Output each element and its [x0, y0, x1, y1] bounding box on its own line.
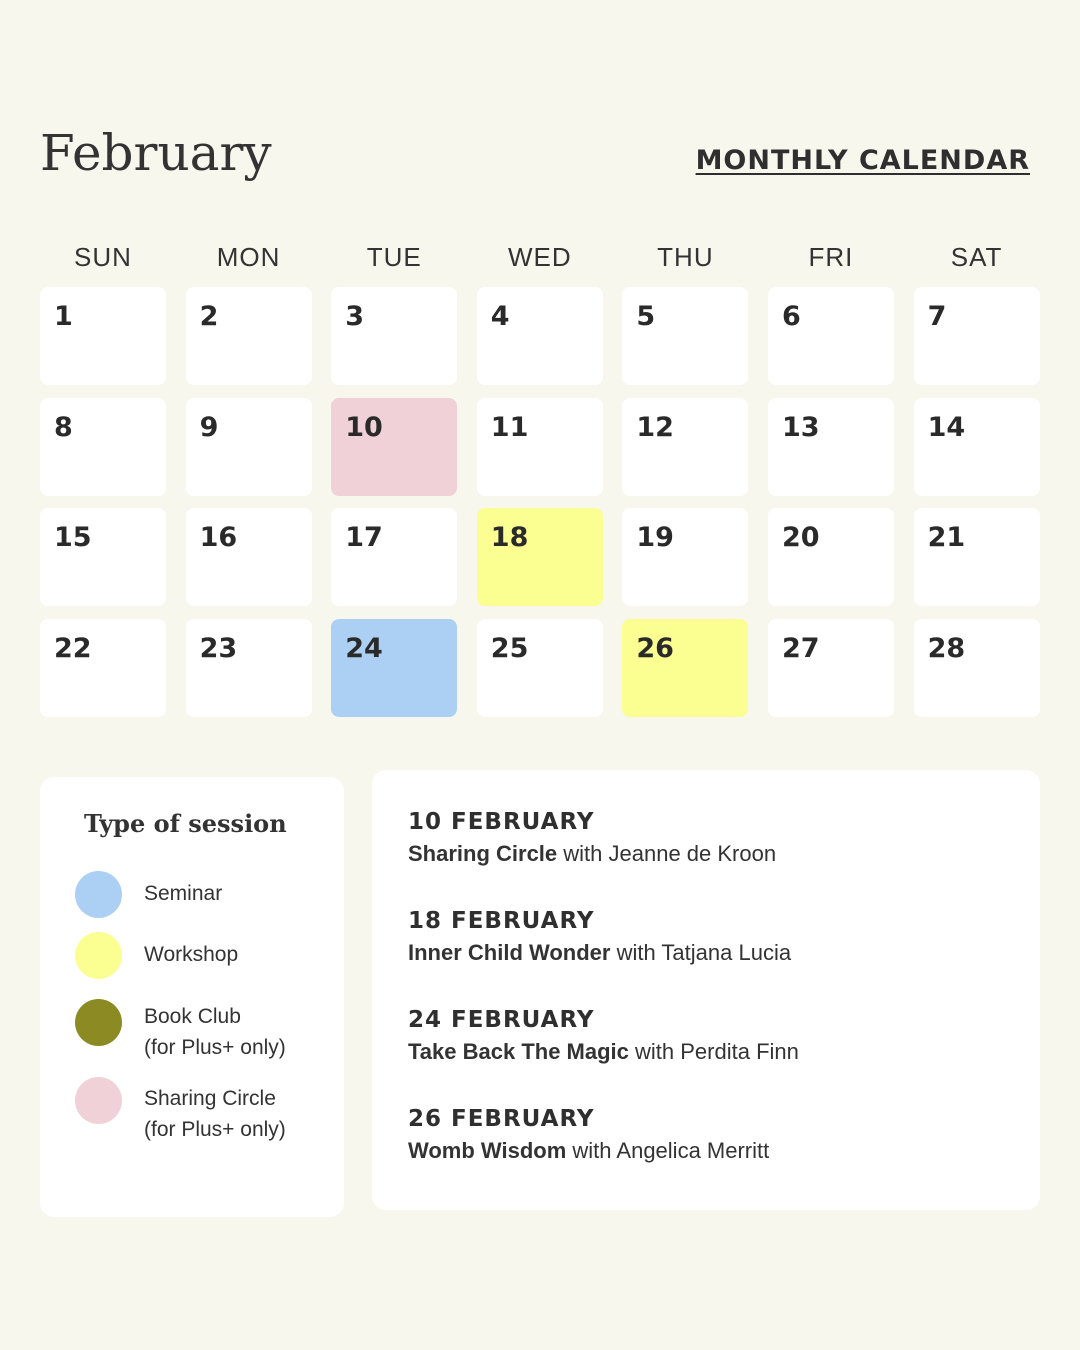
day-cell[interactable]	[622, 508, 748, 606]
day-cell[interactable]	[914, 508, 1040, 606]
day-number: 21	[927, 522, 966, 554]
day-cell[interactable]	[186, 508, 312, 606]
session-date: 18 FEBRUARY	[408, 908, 595, 934]
weekday-label: FRI	[808, 242, 854, 272]
legend-dot-workshop	[75, 932, 122, 979]
day-number: 13	[781, 411, 820, 443]
day-number: 11	[490, 411, 529, 443]
weekday-label: SUN	[74, 242, 132, 272]
day-cell[interactable]	[186, 398, 312, 496]
session-date: 26 FEBRUARY	[408, 1106, 595, 1132]
day-number: 18	[490, 522, 529, 554]
day-number: 9	[199, 411, 219, 443]
day-cell[interactable]	[622, 287, 748, 385]
legend-dot-sharing-circle	[75, 1077, 122, 1124]
session-name: Take Back The Magic	[408, 1039, 629, 1064]
day-number: 7	[927, 301, 947, 332]
weekday-label: WED	[507, 242, 572, 272]
legend-title: Type of session	[84, 809, 287, 838]
weekday-label: TUE	[366, 242, 422, 272]
day-cell[interactable]	[331, 398, 457, 496]
day-cell[interactable]	[768, 508, 894, 606]
day-cell[interactable]	[477, 287, 603, 385]
legend-label-workshop	[144, 939, 238, 970]
day-cell[interactable]	[40, 398, 166, 496]
day-cell[interactable]	[186, 619, 312, 717]
sessions-list	[372, 770, 1040, 1210]
day-cell[interactable]	[914, 619, 1040, 717]
day-cell[interactable]	[914, 287, 1040, 385]
day-number: 20	[781, 522, 820, 554]
session-description	[408, 837, 776, 871]
session-name: Inner Child Wonder	[408, 940, 611, 965]
weekday-header-row	[40, 242, 1040, 273]
month-title: February	[40, 124, 272, 182]
day-cell[interactable]	[186, 287, 312, 385]
day-number: 5	[636, 301, 656, 332]
day-cell[interactable]	[331, 508, 457, 606]
session-date: 10 FEBRUARY	[408, 809, 595, 835]
day-number: 16	[199, 522, 238, 554]
day-cell[interactable]	[40, 619, 166, 717]
day-cell[interactable]	[768, 398, 894, 496]
day-number: 24	[345, 632, 383, 664]
weekday-label: MON	[216, 242, 281, 272]
day-number: 15	[54, 522, 92, 554]
day-cell[interactable]	[477, 619, 603, 717]
day-number: 2	[199, 301, 219, 332]
day-number: 3	[345, 301, 364, 332]
day-number: 25	[490, 632, 529, 664]
day-number: 8	[54, 411, 73, 443]
day-number: 1	[54, 301, 73, 332]
day-number: 6	[781, 301, 801, 332]
legend-dot-seminar	[75, 871, 122, 918]
session-host: with Jeanne de Kroon	[557, 841, 777, 866]
legend-label-line: Book Club	[144, 1005, 241, 1028]
weekday-label: SAT	[950, 242, 1003, 272]
session-item	[408, 1104, 769, 1168]
legend-label-seminar	[144, 878, 222, 909]
session-description	[408, 1134, 769, 1168]
session-description	[408, 936, 791, 970]
legend-label-line: Workshop	[144, 943, 239, 966]
legend-label-sharing-circle	[144, 1083, 286, 1145]
day-number: 10	[345, 411, 383, 443]
day-cell[interactable]	[40, 508, 166, 606]
day-cell[interactable]	[622, 398, 748, 496]
day-number: 14	[927, 411, 966, 443]
day-cell[interactable]	[768, 287, 894, 385]
legend-dot-book-club	[75, 999, 122, 1046]
legend-label-line: Sharing Circle	[144, 1087, 276, 1110]
session-item	[408, 906, 791, 970]
day-number: 22	[54, 632, 92, 664]
day-cell[interactable]	[331, 619, 457, 717]
session-name: Womb Wisdom	[408, 1138, 567, 1163]
day-number: 17	[345, 522, 383, 554]
day-cell[interactable]	[622, 619, 748, 717]
calendar-grid	[40, 287, 1040, 717]
session-item	[408, 807, 776, 871]
session-name: Sharing Circle	[408, 841, 558, 866]
legend-label-subline: (for Plus+ only)	[144, 1118, 286, 1141]
session-host: with Angelica Merritt	[566, 1138, 770, 1163]
session-host: with Perdita Finn	[628, 1039, 799, 1064]
day-number: 27	[781, 632, 820, 664]
day-number: 4	[490, 301, 510, 332]
monthly-calendar-link[interactable]: MONTHLY CALENDAR	[695, 145, 1030, 176]
day-cell[interactable]	[768, 619, 894, 717]
weekday-label: THU	[657, 242, 714, 272]
day-cell[interactable]	[331, 287, 457, 385]
legend-label-line: Seminar	[144, 882, 223, 905]
day-number: 23	[199, 632, 238, 664]
session-description	[408, 1035, 799, 1069]
legend-label-subline: (for Plus+ only)	[144, 1036, 286, 1059]
day-cell[interactable]	[40, 287, 166, 385]
day-number: 26	[636, 632, 674, 664]
session-host: with Tatjana Lucia	[610, 940, 792, 965]
day-cell[interactable]	[477, 508, 603, 606]
day-cell[interactable]	[914, 398, 1040, 496]
legend-label-book-club	[144, 1001, 286, 1063]
day-cell[interactable]	[477, 398, 603, 496]
session-item	[408, 1005, 799, 1069]
session-date: 24 FEBRUARY	[408, 1007, 595, 1033]
day-number: 19	[636, 522, 674, 554]
day-number: 12	[636, 411, 674, 443]
day-number: 28	[927, 632, 966, 664]
session-type-legend	[40, 777, 344, 1217]
